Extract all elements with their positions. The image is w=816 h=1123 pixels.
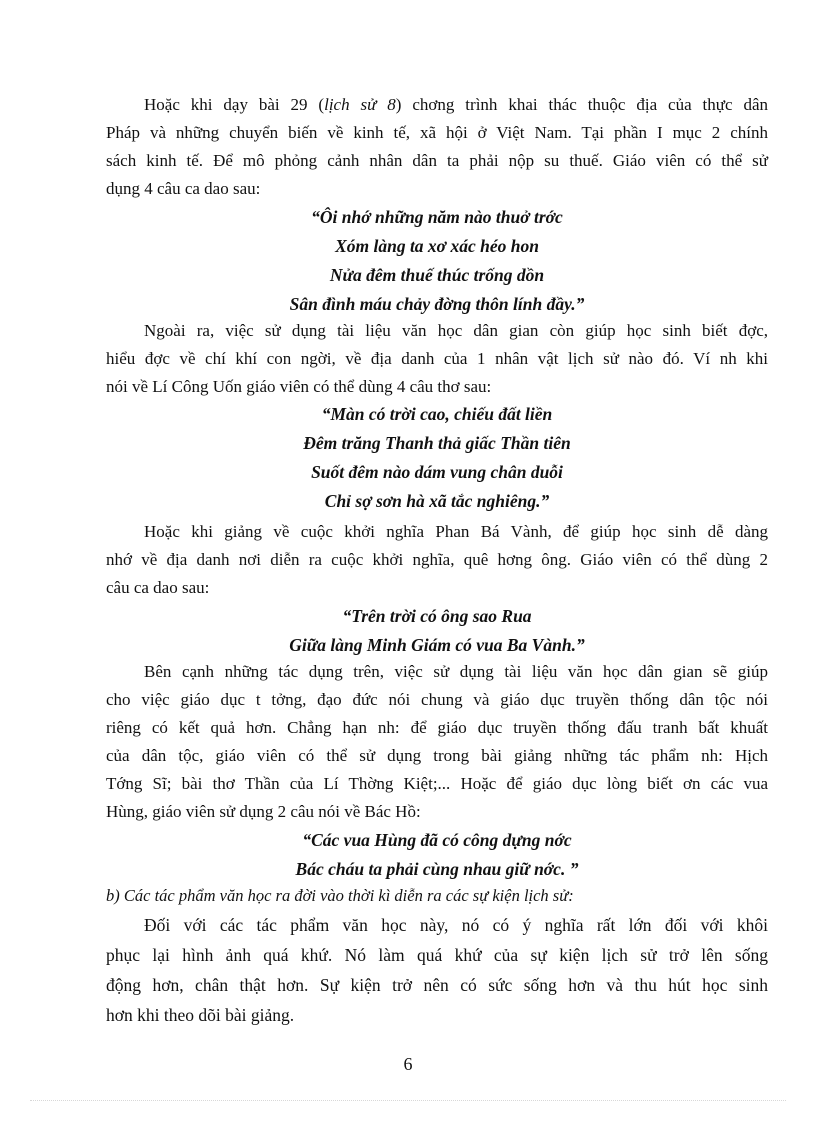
paragraph-3	[106, 518, 768, 602]
paragraph-1	[106, 91, 768, 203]
text-line: động hơn, chân thật hơn. Sự kiện trở nên có sức sống hơn và thu hút học sinh	[106, 975, 768, 995]
text-line: riêng có kết quả hơn. Chẳng hạn nh: để giáo dục truyền thống đấu tranh bất khuất	[106, 718, 768, 737]
text-line: Pháp và những chuyển biến về kinh tế, xã hội ở Việt Nam. Tại phần I mục 2 chính	[106, 123, 768, 142]
poem-2	[106, 400, 768, 516]
poem-4	[106, 826, 768, 884]
text-line: phục lại hình ảnh quá khứ. Nó làm quá khứ của sự kiện lịch sử trở lên sống	[106, 945, 768, 965]
poem-line: Chỉ sợ sơn hà xã tắc nghiêng.”	[324, 491, 550, 511]
paragraph-2	[106, 317, 768, 401]
text-line: Hoặc khi giảng về cuộc khởi nghĩa Phan Bá Vành, để giúp học sinh dễ dàng	[144, 522, 768, 541]
text-line: cho việc giáo dục t tởng, đạo đức nói chung và giáo dục truyền thống dân tộc nói	[106, 690, 768, 709]
poem-line: Đêm trăng Thanh thả giấc Thần tiên	[303, 433, 571, 453]
poem-line: “Ôi nhớ những năm nào thuở trớc	[311, 207, 563, 227]
text-line: nhớ về địa danh nơi diễn ra cuộc khởi nghĩa, quê hơng ông. Giáo viên có thể dùng 2	[106, 550, 768, 569]
paragraph-1-line-1: Hoặc khi dạy bài 29 (lịch sử 8) chơng trình khai thác thuộc địa của thực dân	[144, 95, 768, 114]
poem-line: “Các vua Hùng đã có công dựng nớc	[302, 830, 572, 850]
page-number: 6	[403, 1054, 413, 1074]
poem-line: Suốt đêm nào dám vung chân duỗi	[311, 462, 563, 482]
poem-line: Sân đình máu chảy đờng thôn lính đầy.”	[289, 294, 585, 314]
lesson-reference: lịch sử 8	[324, 95, 396, 114]
poem-line: “Trên trời có ông sao Rua	[342, 606, 532, 626]
poem-line: Bác cháu ta phải cùng nhau giữ nớc. ”	[295, 859, 579, 879]
text-line: Bên cạnh những tác dụng trên, việc sử dụng tài liệu văn học dân gian sẽ giúp	[144, 662, 768, 681]
text-line: Ngoài ra, việc sử dụng tài liệu văn học dân gian còn giúp học sinh biết đợc,	[144, 321, 768, 340]
text-line: Hùng, giáo viên sử dụng 2 câu nói về Bác Hồ:	[106, 802, 421, 821]
poem-1	[106, 203, 768, 319]
text-line: của dân tộc, giáo viên có thể sử dụng trong bài giảng những tác phẩm nh: Hịch	[106, 746, 768, 765]
text-line: hiểu đợc về chí khí con ngời, về địa danh của 1 nhân vật lịch sử nào đó. Ví nh khi	[106, 349, 768, 368]
poem-line: Xóm làng ta xơ xác héo hon	[335, 236, 539, 256]
text-line: sách kinh tế. Để mô phỏng cảnh nhân dân ta phải nộp su thuế. Giáo viên có thể sử	[106, 151, 768, 170]
text-line: hơn khi theo dõi bài giảng.	[106, 1005, 295, 1025]
paragraph-4	[106, 658, 768, 826]
text-line: nói về Lí Công Uốn giáo viên có thể dùng 4 câu thơ sau:	[106, 377, 492, 396]
text-line: Tớng Sĩ; bài thơ Thần của Lí Thờng Kiệt;... Hoặc để giáo dục lòng biết ơn các vua	[106, 774, 768, 793]
poem-line: Nửa đêm thuế thúc trống dồn	[329, 265, 545, 285]
poem-line: Giữa làng Minh Giám có vua Ba Vành.”	[289, 635, 585, 655]
text-line: dụng 4 câu ca dao sau:	[106, 179, 261, 198]
section-subheading: b) Các tác phẩm văn học ra đời vào thời kì diễn ra các sự kiện lịch sử:	[106, 886, 574, 905]
paragraph-5	[106, 910, 768, 1030]
footer-divider	[30, 1100, 786, 1101]
poem-3	[106, 602, 768, 660]
poem-line: “Màn có trời cao, chiếu đất liền	[321, 404, 553, 424]
text-line: câu ca dao sau:	[106, 578, 210, 597]
text-line: Đối với các tác phẩm văn học này, nó có ý nghĩa rất lớn đối với khôi	[144, 915, 768, 935]
